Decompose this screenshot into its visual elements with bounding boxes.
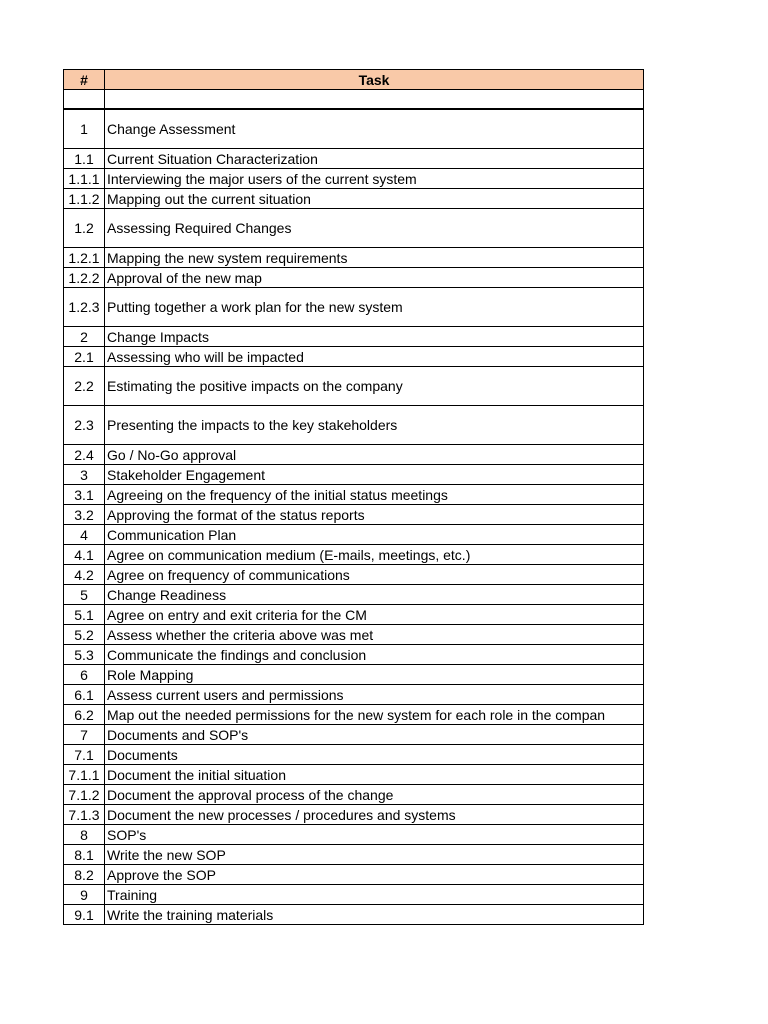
task-number-cell[interactable]: 3 [64,465,105,485]
task-row [64,585,644,605]
task-name-cell[interactable]: Change Assessment [105,109,644,149]
task-number-cell[interactable]: 7.1 [64,745,105,765]
task-number-cell[interactable]: 2 [64,327,105,347]
task-row [64,149,644,169]
task-name-cell[interactable]: Change Impacts [105,327,644,347]
task-row [64,505,644,525]
blank-row [64,90,644,110]
header-task[interactable]: Task [105,70,644,90]
task-table [63,69,644,925]
task-name-cell[interactable]: Map out the needed permissions for the new system for each role in the compan [105,705,644,725]
task-number-cell[interactable]: 1.2.3 [64,288,105,327]
task-row [64,645,644,665]
task-name-cell[interactable]: Approval of the new map [105,268,644,288]
task-number-cell[interactable]: 4.1 [64,545,105,565]
task-row [64,745,644,765]
task-row [64,705,644,725]
task-name-cell[interactable]: Assess whether the criteria above was met [105,625,644,645]
task-name-cell[interactable]: Training [105,885,644,905]
task-row [64,825,644,845]
task-name-cell[interactable]: Document the approval process of the change [105,785,644,805]
task-row [64,209,644,248]
task-name-cell[interactable]: Agree on communication medium (E-mails, meetings, etc.) [105,545,644,565]
task-table-body [64,90,644,925]
task-row [64,347,644,367]
task-row [64,406,644,445]
task-name-cell[interactable]: Write the new SOP [105,845,644,865]
task-name-cell[interactable]: Estimating the positive impacts on the company [105,367,644,406]
task-row [64,248,644,268]
task-number-cell[interactable]: 1.1 [64,149,105,169]
task-row [64,865,644,885]
task-name-cell[interactable]: Stakeholder Engagement [105,465,644,485]
task-name-cell[interactable]: Interviewing the major users of the current system [105,169,644,189]
task-row [64,445,644,465]
task-number-cell[interactable]: 7.1.2 [64,785,105,805]
header-row [64,70,644,90]
task-number-cell[interactable]: 5.2 [64,625,105,645]
task-number-cell[interactable]: 1 [64,109,105,149]
task-row [64,605,644,625]
task-row [64,327,644,347]
task-number-cell[interactable]: 1.1.1 [64,169,105,189]
task-number-cell[interactable]: 8.2 [64,865,105,885]
task-number-cell[interactable]: 3.2 [64,505,105,525]
task-row [64,169,644,189]
task-row [64,905,644,925]
task-row [64,268,644,288]
task-row [64,805,644,825]
task-number-cell[interactable]: 1.1.2 [64,189,105,209]
task-number-cell[interactable]: 2.1 [64,347,105,367]
task-row [64,885,644,905]
task-number-cell[interactable]: 1.2.1 [64,248,105,268]
task-number-cell[interactable]: 6.2 [64,705,105,725]
task-number-cell[interactable]: 7.1.3 [64,805,105,825]
task-number-cell[interactable]: 5.3 [64,645,105,665]
task-row [64,189,644,209]
task-row [64,765,644,785]
task-row [64,367,644,406]
task-row [64,465,644,485]
task-row [64,845,644,865]
task-number-cell[interactable]: 4 [64,525,105,545]
task-name-cell[interactable]: Assess current users and permissions [105,685,644,705]
task-number-cell[interactable]: 8 [64,825,105,845]
task-name-cell[interactable]: Write the training materials [105,905,644,925]
task-row [64,525,644,545]
task-number-cell[interactable]: 4.2 [64,565,105,585]
task-name-cell[interactable]: Document the new processes / procedures and systems [105,805,644,825]
task-number-cell[interactable]: 9 [64,885,105,905]
task-name-cell[interactable]: Documents [105,745,644,765]
task-name-cell[interactable]: Change Readiness [105,585,644,605]
task-row [64,625,644,645]
task-name-cell[interactable]: Assessing who will be impacted [105,347,644,367]
task-number-cell[interactable]: 1.2.2 [64,268,105,288]
task-name-cell[interactable]: Approving the format of the status reports [105,505,644,525]
task-row [64,485,644,505]
task-row [64,785,644,805]
task-name-cell[interactable]: Communicate the findings and conclusion [105,645,644,665]
task-name-cell[interactable]: Documents and SOP's [105,725,644,745]
task-number-cell[interactable]: 7 [64,725,105,745]
task-number-cell[interactable]: 6.1 [64,685,105,705]
task-number-cell[interactable]: 8.1 [64,845,105,865]
task-number-cell[interactable]: 9.1 [64,905,105,925]
task-number-cell[interactable]: 3.1 [64,485,105,505]
task-number-cell[interactable]: 2.2 [64,367,105,406]
task-number-cell[interactable]: 2.4 [64,445,105,465]
task-number-cell[interactable]: 5 [64,585,105,605]
blank-number-cell[interactable] [64,90,105,110]
task-name-cell[interactable]: SOP's [105,825,644,845]
header-number[interactable]: # [64,70,105,90]
task-number-cell[interactable]: 2.3 [64,406,105,445]
task-name-cell[interactable]: Agree on frequency of communications [105,565,644,585]
task-row [64,665,644,685]
task-number-cell[interactable]: 7.1.1 [64,765,105,785]
task-sheet [63,69,643,925]
task-name-cell[interactable]: Putting together a work plan for the new system [105,288,644,327]
task-name-cell[interactable]: Communication Plan [105,525,644,545]
task-name-cell[interactable]: Document the initial situation [105,765,644,785]
blank-task-cell[interactable] [105,90,644,110]
task-row [64,685,644,705]
task-number-cell[interactable]: 1.2 [64,209,105,248]
task-name-cell[interactable]: Role Mapping [105,665,644,685]
task-row [64,565,644,585]
task-number-cell[interactable]: 6 [64,665,105,685]
task-name-cell[interactable]: Assessing Required Changes [105,209,644,248]
task-row [64,725,644,745]
task-name-cell[interactable]: Mapping the new system requirements [105,248,644,268]
task-name-cell[interactable]: Presenting the impacts to the key stakeholders [105,406,644,445]
task-row [64,109,644,149]
task-row [64,288,644,327]
task-name-cell[interactable]: Agree on entry and exit criteria for the CM [105,605,644,625]
task-row [64,545,644,565]
task-name-cell[interactable]: Approve the SOP [105,865,644,885]
task-name-cell[interactable]: Mapping out the current situation [105,189,644,209]
task-number-cell[interactable]: 5.1 [64,605,105,625]
task-name-cell[interactable]: Current Situation Characterization [105,149,644,169]
task-name-cell[interactable]: Go / No-Go approval [105,445,644,465]
task-name-cell[interactable]: Agreeing on the frequency of the initial status meetings [105,485,644,505]
